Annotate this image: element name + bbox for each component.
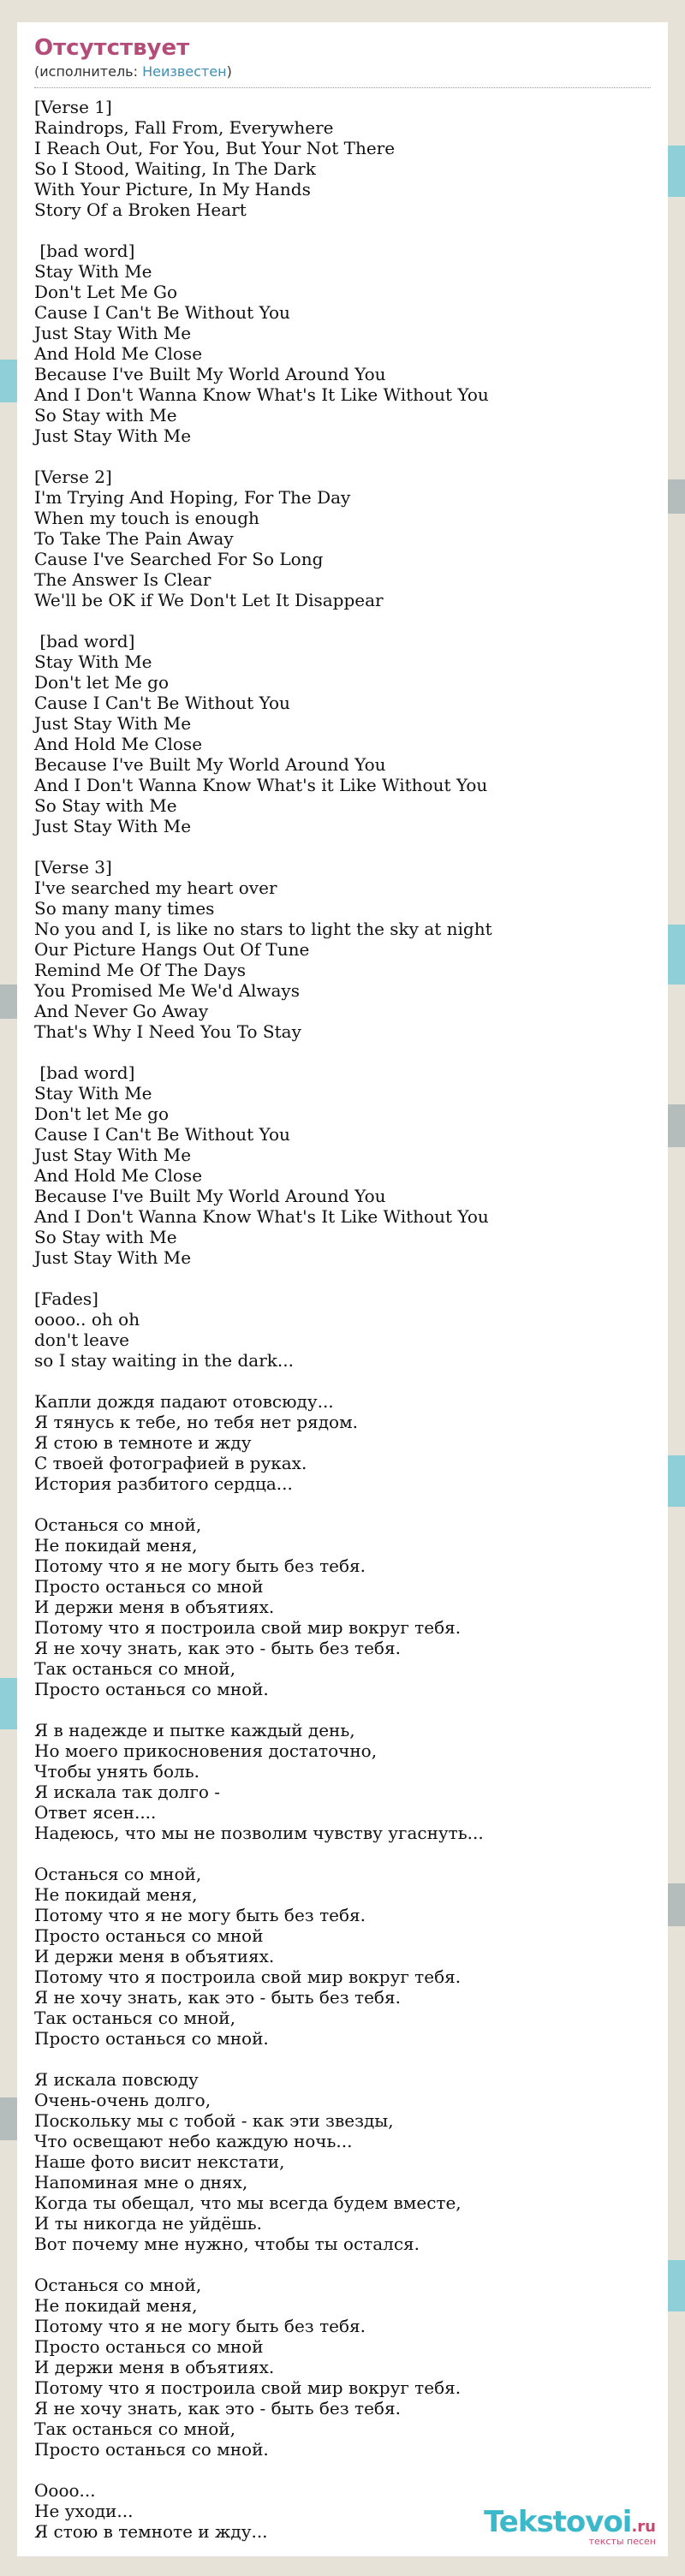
artist-suffix: ) bbox=[226, 63, 232, 80]
lyrics-card bbox=[17, 22, 668, 2556]
song-title: Отсутствует bbox=[34, 35, 190, 61]
artist-prefix: (исполнитель: bbox=[34, 63, 143, 80]
artist-line bbox=[34, 63, 651, 80]
lyrics-text: [Verse 1] Raindrops, Fall From, Everywhere I Reach Out, For You, But Your Not There So I Stood, Waiting, In The Dark With Your Picture, In My Hands Story Of a Broken Heart [bad word] Stay With Me Don't Let Me Go Cause I Can't Be Without You Just Stay With Me And Hold Me Close Because I've Built My World Around You And I Don't Wanna Know What's It Like Without You So Stay with Me Just Stay With Me [Verse 2] I'm Trying And Hoping, For The Day When my touch is enough To Take The Pain Away Cause I've Searched For So Long The Answer Is Clear We'll be OK if We Don't Let It Disappear [bad word] Stay With Me Don't let Me go Cause I Can't Be Without You Just Stay With Me And Hold Me Close Because I've Built My World Around You And I Don't Wanna Know What's it Like Without You So Stay with Me Just Stay With Me [Verse 3] I've searched my heart over So many many times No you and I, is like no stars to light the sky at night Our Picture Hangs Out Of Tune Remind Me Of The Days You Promised Me We'd Always And Never Go Away That's Why I Need You To Stay [bad word] Stay With Me Don't let Me go Cause I Can't Be Without You Just Stay With Me And Hold Me Close Because I've Built My World Around You And I Don't Wanna Know What's It Like Without You So Stay with Me Just Stay With Me [Fades] oooo.. oh oh don't leave so I stay waiting in the dark... Капли дождя падают отовсюду... Я тянусь к тебе, но тебя нет рядом. Я стою в темноте и жду С твоей фотографией в руках. История разбитого сердца... Останься со мной, Не покидай меня, Потому что я не могу быть без тебя. Просто останься со мной И держи меня в объятиях. Потому что я построила свой мир вокруг тебя. Я не хочу знать, как это - быть без тебя. Так останься со мной, Просто останься со мной. Я в надежде и пытке каждый день, Но моего прикосновения достаточно, Чтобы унять боль. Я искала так долго - Ответ ясен.... Надеюсь, что мы не позволим чувству угаснуть... Останься со мной, Не покидай меня, Потому что я не могу быть без тебя. Просто останься со мной И держи меня в объятиях. Потому что я построила свой мир вокруг тебя. Я не хочу знать, как это - быть без тебя. Так останься со мной, Просто останься со мной. Я искала повсюду Очень-очень долго, Поскольку мы с тобой - как эти звезды, Что освещают небо каждую ночь... Наше фото висит некстати, Напоминая мне о днях, Когда ты обещал, что мы всегда будем вместе, И ты никогда не уйдёшь. Вот почему мне нужно, чтобы ты остался. Останься со мной, Не покидай меня, Потому что я не могу быть без тебя. Просто останься со мной И держи меня в объятиях. Потому что я построила свой мир вокруг тебя. Я не хочу знать, как это - быть без тебя. Так останься со мной, Просто останься со мной. Оооо... Не уходи... Я стою в темноте и жду... bbox=[34, 97, 492, 2542]
artist-link[interactable]: Неизвестен bbox=[142, 63, 227, 80]
logo-tld: .ru bbox=[631, 2518, 656, 2536]
logo-subtitle: тексты песен bbox=[588, 2536, 656, 2547]
logo-main-text: Tekstovoi bbox=[484, 2505, 632, 2539]
site-logo[interactable] bbox=[484, 2505, 656, 2547]
title-divider bbox=[34, 87, 651, 88]
